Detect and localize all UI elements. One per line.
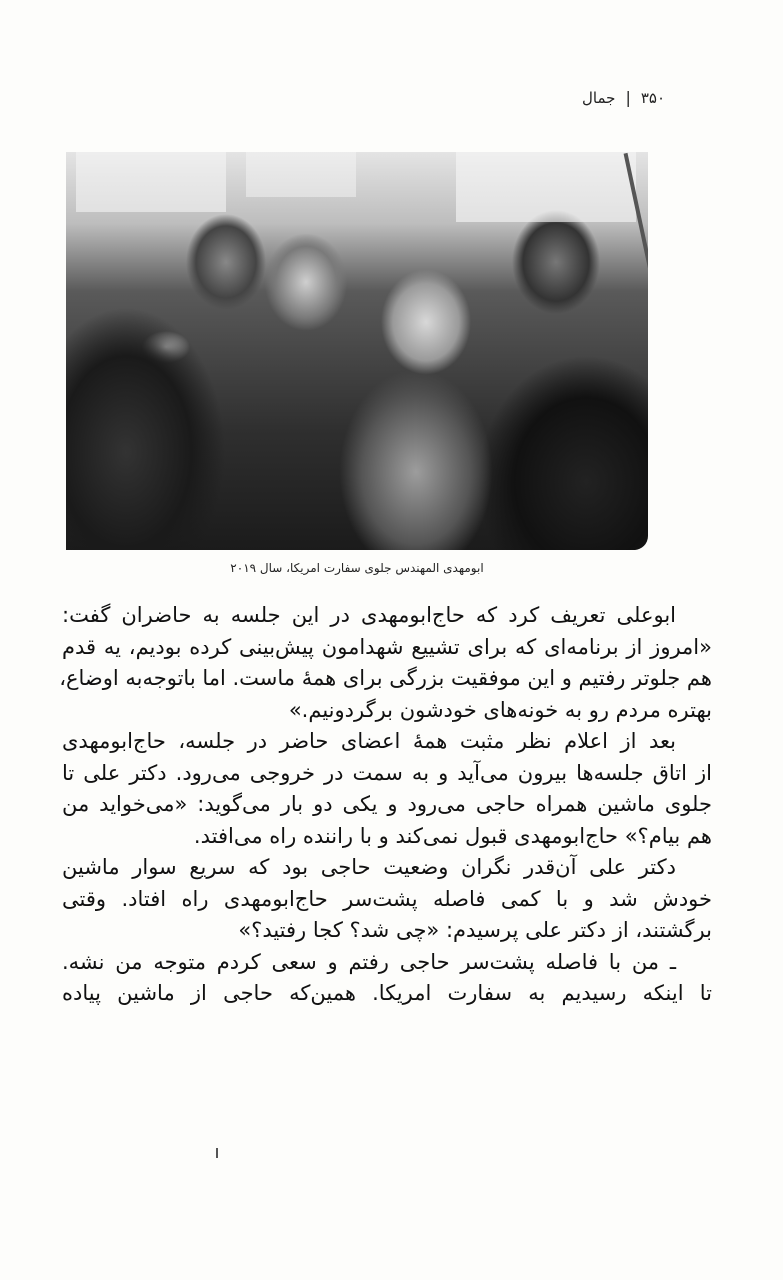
page-number: ۳۵۰ [640, 88, 665, 107]
text-line: برگشتند، از دکتر علی پرسیدم: «چی شد؟ کجا رفتید؟» [238, 918, 712, 942]
text-line: بعد از اعلام نظر مثبت همهٔ اعضای حاضر در جلسه، حاج‌ابومهدی [62, 729, 676, 753]
text-line: جلوی ماشین همراه حاجی می‌رود و یکی دو بار می‌گوید: «می‌خواید من [62, 792, 712, 816]
running-header [582, 88, 665, 107]
text-line: تا اینکه رسیدیم به سفارت امریکا. همین‌که حاجی از ماشین پیاده [62, 981, 712, 1005]
text-line: دکتر علی آن‌قدر نگران وضعیت حاجی بود که سریع سوار ماشین [62, 855, 676, 879]
photo-crowd [66, 152, 648, 550]
page-mark [216, 1148, 218, 1158]
photo-caption: ابومهدی المهندس جلوی سفارت امریکا، سال ۲۰۱۹ [230, 561, 484, 575]
photo-flag [76, 152, 226, 212]
text-line: ـ من با فاصله پشت‌سر حاجی رفتم و سعی کردم متوجه من نشه. [62, 949, 676, 974]
body-text [59, 600, 712, 1010]
text-line: هم جلوتر رفتیم و این موفقیت بزرگی برای همهٔ ماست. اما باتوجه‌به اوضاع، [59, 666, 712, 690]
photo-flag [456, 152, 636, 222]
text-line: ابوعلی تعریف کرد که حاج‌ابومهدی در این جلسه به حاضران گفت: [62, 603, 676, 627]
text-line: خودش شد و با کمی فاصله پشت‌سر حاج‌ابومهدی راه افتاد. وقتی [62, 886, 712, 911]
photo-flag [246, 152, 356, 197]
text-line: هم بیام؟» حاج‌ابومهدی قبول نمی‌کند و با راننده راه می‌افتد. [193, 823, 712, 848]
text-line: از اتاق جلسه‌ها بیرون می‌آید و به سمت در خروجی می‌رود. دکتر علی تا [62, 760, 712, 785]
header-separator: | [625, 88, 631, 107]
text-line: «امروز از برنامه‌ای که برای تشییع شهدامون پیش‌بینی کرده بودیم، یه قدم [62, 634, 712, 659]
chapter-title: جمال [582, 88, 616, 107]
text-line: بهتره مردم رو به خونه‌های خودشون برگردونیم.» [288, 697, 712, 722]
